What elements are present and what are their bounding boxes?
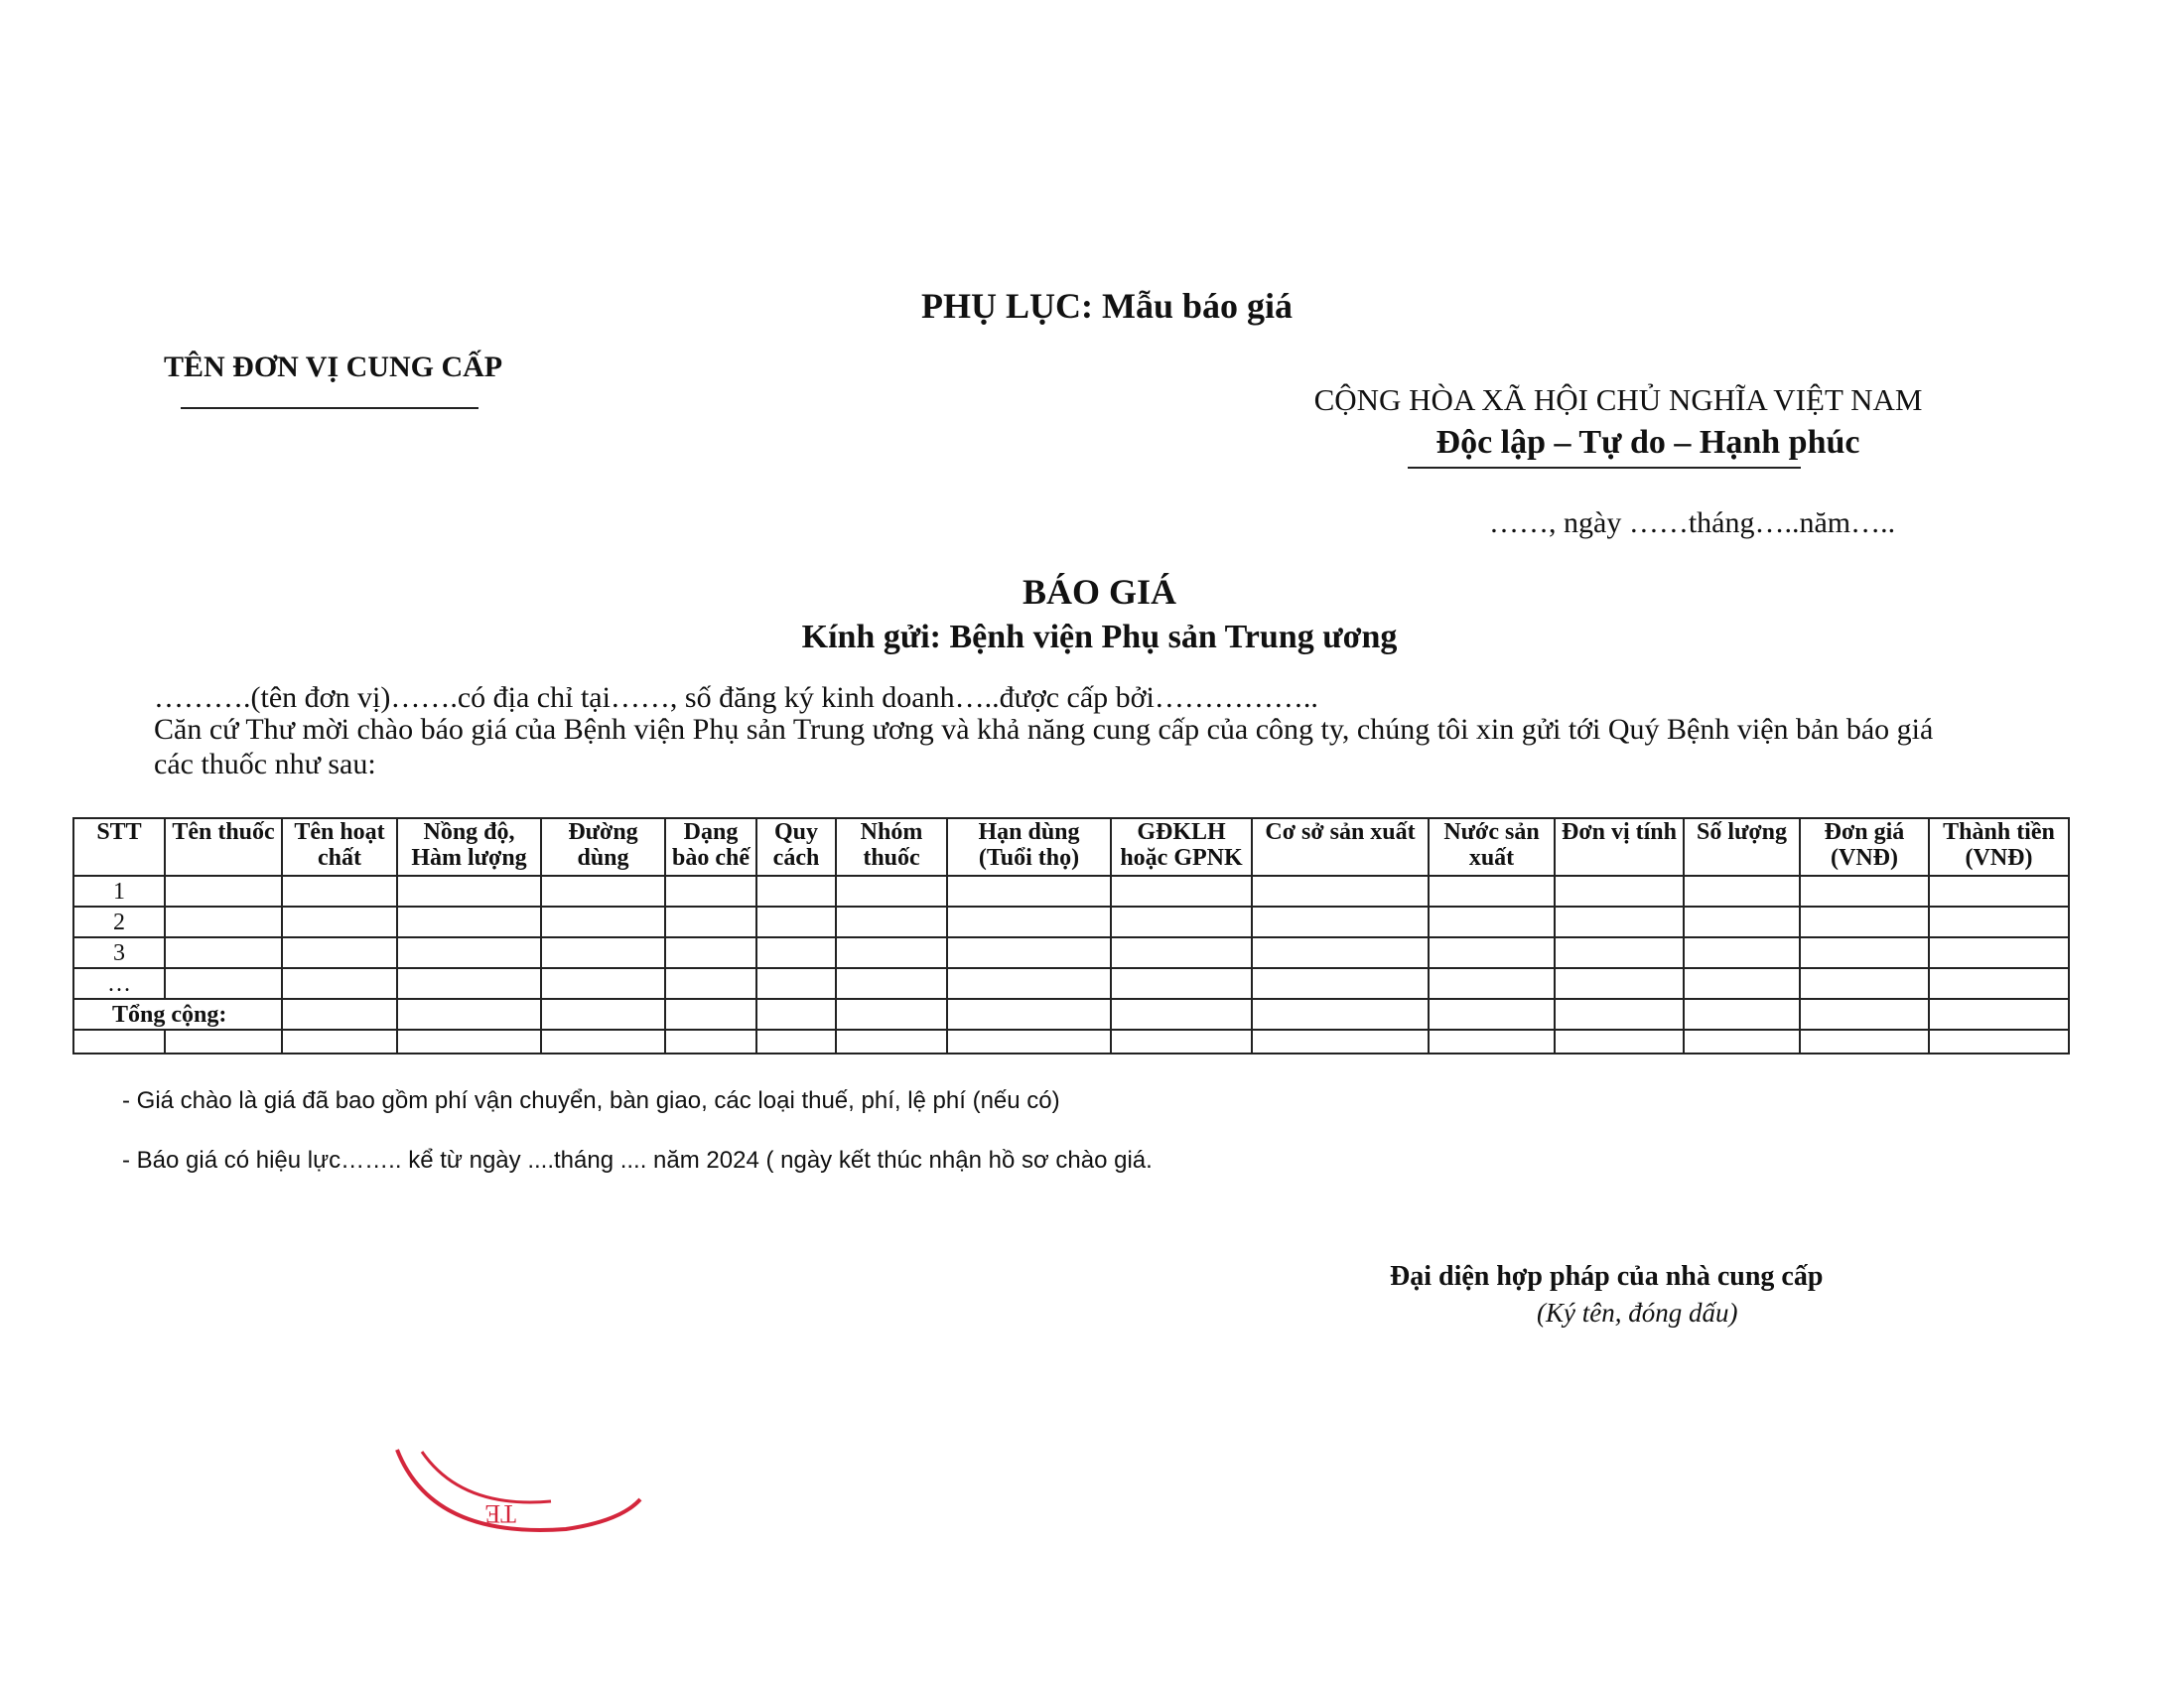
col-header-drug-name: Tên thuốc [165,818,282,876]
motto-underline [1408,467,1801,469]
national-motto: Độc lập – Tự do – Hạnh phúc [1435,424,1860,461]
table-row [73,968,2069,999]
col-header-quantity: Số lượng [1684,818,1800,876]
col-header-active-ingredient: Tên hoạt chất [282,818,397,876]
col-header-route: Đường dùng [541,818,665,876]
col-header-unit-price: Đơn giá (VNĐ) [1800,818,1929,876]
red-stamp-fragment [392,1430,650,1559]
date-line: ……, ngày ……tháng…..năm….. [1489,506,1896,539]
document-title: BÁO GIÁ [1022,572,1177,612]
supplier-underline [181,407,478,409]
col-header-stt: STT [73,818,165,876]
note-validity: - Báo giá có hiệu lực…….. kể từ ngày ....tháng .... năm 2024 ( ngày kết thúc nhận hồ sơ chào giá. [122,1147,1153,1174]
total-row [73,999,2069,1030]
note-price-inclusion: - Giá chào là giá đã bao gồm phí vận chuyển, bàn giao, các loại thuế, phí, lệ phí (nếu có) [122,1087,1060,1114]
col-header-concentration: Nồng độ, Hàm lượng [397,818,541,876]
col-header-manufacturer: Cơ sở sản xuất [1252,818,1429,876]
col-header-dosage-form: Dạng bào chế [665,818,756,876]
col-header-amount: Thành tiền (VNĐ) [1929,818,2069,876]
total-label: Tổng cộng: [73,999,282,1030]
stamp-text-fragment: TE [484,1499,516,1528]
stamp-inner-arc [422,1452,551,1502]
col-header-license: GĐKLH hoặc GPNK [1111,818,1252,876]
table-header-row [73,818,2069,876]
blank-row [73,1030,2069,1054]
row-number: … [73,968,165,999]
row-number: 1 [73,876,165,907]
signature-title: Đại diện hợp pháp của nhà cung cấp [1390,1261,1824,1292]
table-row [73,907,2069,937]
recipient-line: Kính gửi: Bệnh viện Phụ sản Trung ương [801,619,1398,655]
col-header-country: Nước sản xuất [1429,818,1555,876]
quotation-table [72,817,2070,1055]
appendix-title: PHỤ LỤC: Mẫu báo giá [920,286,1293,326]
row-number: 2 [73,907,165,937]
nation-title: CỘNG HÒA XÃ HỘI CHỦ NGHĨA VIỆT NAM [1313,382,1923,417]
basis-paragraph: Căn cứ Thư mời chào báo giá của Bệnh viện Phụ sản Trung ương và khả năng cung cấp của công ty, chúng tôi xin gửi tới Quý Bệnh viện bản báo giá [154,713,1934,746]
supplier-info-line: ……….(tên đơn vị)…….có địa chỉ tại……, số đăng ký kinh doanh…..được cấp bởi…………….. [154,681,1318,714]
row-number: 3 [73,937,165,968]
stamp-outer-arc [397,1450,640,1530]
table-row [73,876,2069,907]
signature-instruction: (Ký tên, đóng dấu) [1537,1298,1738,1328]
supplier-name: TÊN ĐƠN VỊ CUNG CẤP [164,351,503,383]
col-header-shelf-life: Hạn dùng (Tuổi thọ) [947,818,1111,876]
col-header-packaging: Quy cách [756,818,836,876]
table-row [73,937,2069,968]
basis-paragraph-continued: các thuốc như sau: [154,748,376,780]
col-header-unit: Đơn vị tính [1555,818,1684,876]
col-header-drug-group: Nhóm thuốc [836,818,947,876]
